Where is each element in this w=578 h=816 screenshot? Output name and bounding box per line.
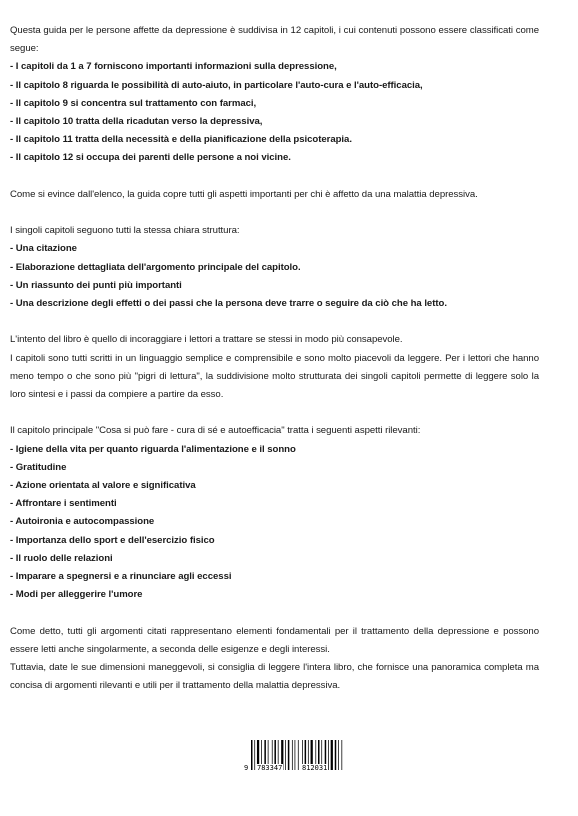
barcode-first-digit: 9 xyxy=(244,764,249,772)
list-item: - Importanza dello sport e dell'esercizio fisico xyxy=(10,534,215,546)
structure-list xyxy=(10,240,539,313)
list-item: - Il capitolo 12 si occupa dei parenti delle persone a noi vicine. xyxy=(10,152,291,164)
list-item: - Imparare a spegnersi e a rinunciare agli eccessi xyxy=(10,571,232,583)
spacer xyxy=(10,313,539,331)
spacer xyxy=(10,604,539,622)
list-item: - Il ruolo delle relazioni xyxy=(10,552,113,564)
list-item: - Il capitolo 9 si concentra sul trattamento con farmaci, xyxy=(10,97,257,109)
list-item: - Gratitudine xyxy=(10,461,67,473)
chapter-list xyxy=(10,58,539,167)
barcode-left-digits: 783347 xyxy=(257,764,283,772)
spacer xyxy=(10,404,539,422)
spacer xyxy=(10,204,539,222)
structure-paragraph: I singoli capitoli seguono tutti la stessa chiara struttura: xyxy=(10,225,240,237)
closing-paragraph: Come detto, tutti gli argomenti citati rappresentano elementi fondamentali per il trattamento della depressione e possono essere letti anche singolarmente, a seconda delle esigenze e degli interessi. xyxy=(10,625,539,655)
recommendation-paragraph: Tuttavia, date le sue dimensioni maneggevoli, si consiglia di leggere l'intera libro, che fornisce una panoramica completa ma concisa di argomenti rilevanti e utili per il trattamento della malattia depressiva. xyxy=(10,662,539,692)
list-item: - Azione orientata al valore e significativa xyxy=(10,480,196,492)
intent-paragraph: L'intento del libro è quello di incoraggiare i lettori a trattare se stessi in modo più consapevole. xyxy=(10,334,403,346)
spacer xyxy=(10,168,539,186)
coverage-paragraph: Come si evince dall'elenco, la guida copre tutti gli aspetti importanti per chi è affetto da una malattia depressiva. xyxy=(10,188,478,200)
list-item: - I capitoli da 1 a 7 forniscono importanti informazioni sulla depressione, xyxy=(10,61,337,73)
main-chapter-paragraph: Il capitolo principale "Cosa si può fare - cura di sé e autoefficacia" tratta i seguenti aspetti rilevanti: xyxy=(10,425,421,437)
list-item: - Un riassunto dei punti più importanti xyxy=(10,279,182,291)
readability-paragraph: I capitoli sono tutti scritti in un linguaggio semplice e comprensibile e sono molto piacevoli da leggere. Per i lettori che hanno meno tempo o che sono più "pigri di lettura", la suddivisione molto strutturata dei singoli capitoli permette di leggere solo la loro sintesi e i passi da compiere a partire da esso. xyxy=(10,352,539,401)
intro-paragraph: Questa guida per le persone affette da depressione è suddivisa in 12 capitoli, i cui contenuti possono essere classificati come segue: xyxy=(10,25,539,55)
list-item: - Il capitolo 11 tratta della necessità e della pianificazione della psicoterapia. xyxy=(10,134,352,146)
list-item: - Una descrizione degli effetti o dei passi che la persona deve trarre o seguire da ciò che ha letto. xyxy=(10,298,447,310)
list-item: - Il capitolo 8 riguarda le possibilità di auto-aiuto, in particolare l'auto-cura e l'auto-efficacia, xyxy=(10,79,423,91)
aspects-list xyxy=(10,441,539,605)
barcode-right-digits: 812031 xyxy=(302,764,328,772)
list-item: - Una citazione xyxy=(10,243,77,255)
list-item: - Elaborazione dettagliata dell'argomento principale del capitolo. xyxy=(10,261,301,273)
list-item: - Modi per alleggerire l'umore xyxy=(10,589,143,601)
isbn-barcode xyxy=(243,740,345,772)
list-item: - Igiene della vita per quanto riguarda l'alimentazione e il sonno xyxy=(10,443,296,455)
list-item: - Il capitolo 10 tratta della ricadutan verso la depressiva, xyxy=(10,116,263,128)
list-item: - Autoironia e autocompassione xyxy=(10,516,155,528)
list-item: - Affrontare i sentimenti xyxy=(10,498,117,510)
body-text xyxy=(10,22,539,695)
